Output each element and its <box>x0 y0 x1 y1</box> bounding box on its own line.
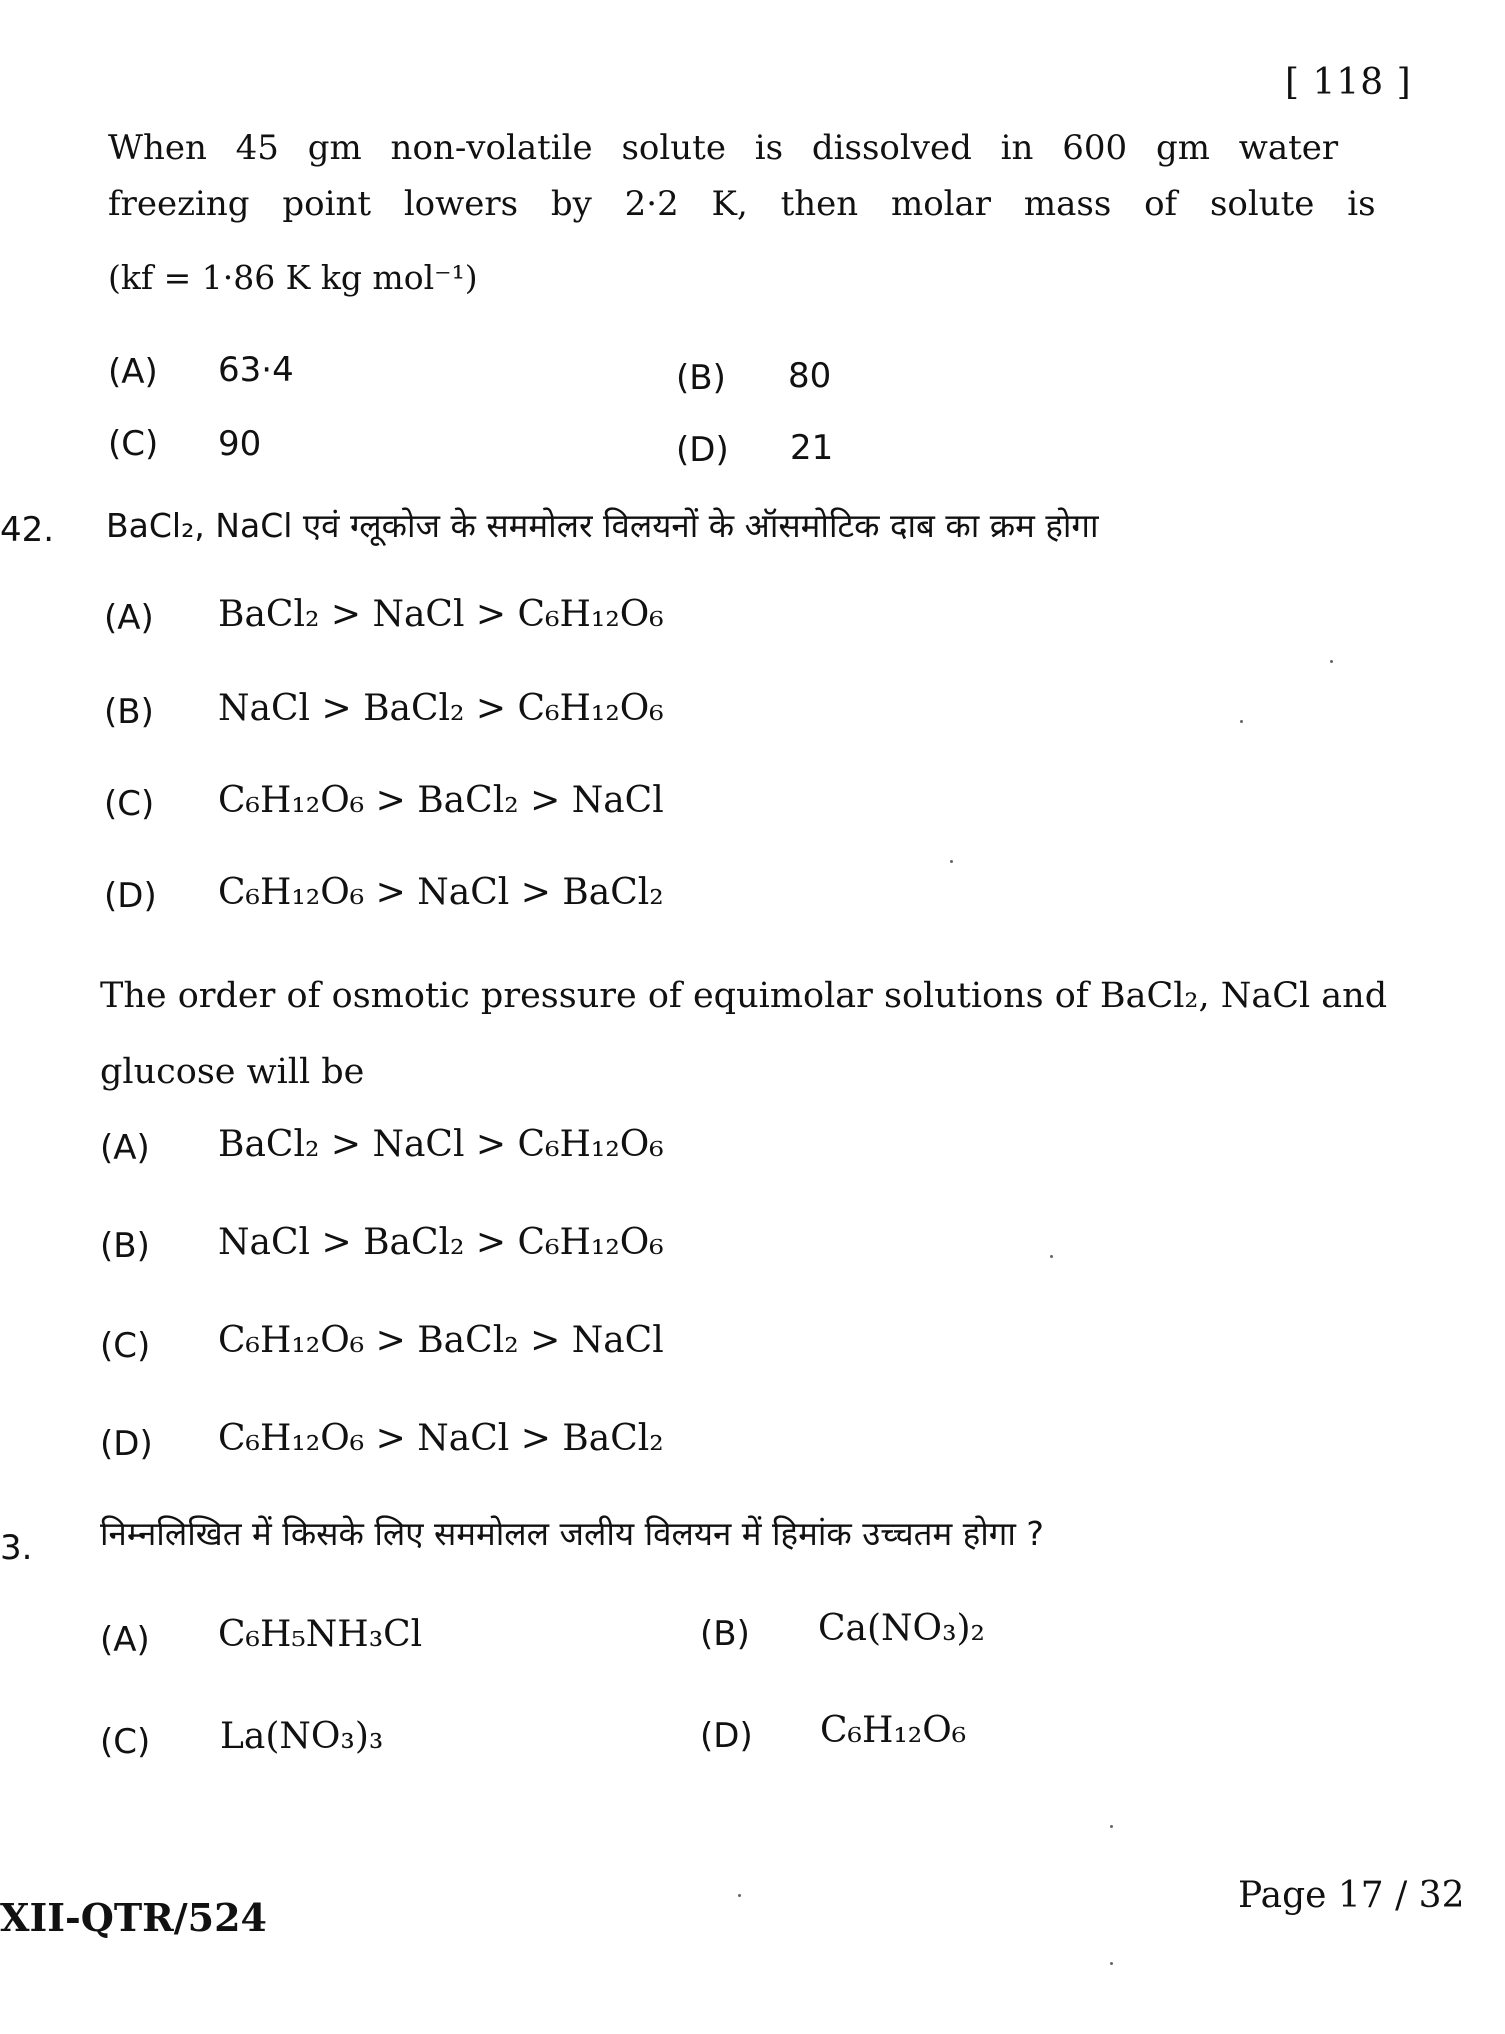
scan-speck <box>1110 1825 1113 1828</box>
q42-en-option-a-text[interactable]: BaCl₂ > NaCl > C₆H₁₂O₆ <box>218 1124 664 1165</box>
question-42-english: The order of osmotic pressure of equimolar solutions of BaCl₂, NaCl and glucose will be <box>100 976 1388 1092</box>
q43-option-b-text[interactable]: Ca(NO₃)₂ <box>818 1608 985 1649</box>
q41-option-d-letter[interactable]: (D) <box>676 430 729 470</box>
q42-hi-option-a-text[interactable]: BaCl₂ > NaCl > C₆H₁₂O₆ <box>218 594 664 635</box>
q42-en-option-a-letter[interactable]: (A) <box>100 1128 150 1168</box>
q41-option-b-letter[interactable]: (B) <box>676 358 726 398</box>
q43-option-a-text[interactable]: C₆H₅NH₃Cl <box>218 1614 423 1655</box>
footer-paper-code: XII-QTR/524 <box>0 1895 267 1940</box>
footer-page-indicator: Page 17 / 32 <box>1238 1875 1465 1916</box>
q43-option-d-letter[interactable]: (D) <box>700 1716 753 1756</box>
question-41-text: When 45 gm non-volatile solute is dissolved in 600 gm water <box>108 128 1339 168</box>
q42-en-option-d-letter[interactable]: (D) <box>100 1424 153 1464</box>
page-number: [ 118 ] <box>1285 62 1412 103</box>
q41-option-c-text[interactable]: 90 <box>218 424 262 464</box>
question-42-hindi: BaCl₂, NaCl एवं ग्लूकोज के सममोलर विलयनों के ऑसमोटिक दाब का क्रम होगा <box>106 506 1099 545</box>
q42-hi-option-a-letter[interactable]: (A) <box>104 598 154 638</box>
q43-option-d-text[interactable]: C₆H₁₂O₆ <box>820 1710 967 1751</box>
q41-option-a-letter[interactable]: (A) <box>108 352 158 392</box>
q43-option-c-text[interactable]: La(NO₃)₃ <box>220 1716 384 1757</box>
q42-en-option-d-text[interactable]: C₆H₁₂O₆ > NaCl > BaCl₂ <box>218 1418 664 1459</box>
question-41-kf: (kf = 1·86 K kg mol⁻¹) <box>108 258 478 297</box>
question-43-hindi: निम्नलिखित में किसके लिए सममोलल जलीय विलयन में हिमांक उच्चतम होगा ? <box>100 1514 1044 1553</box>
q42-en-option-c-text[interactable]: C₆H₁₂O₆ > BaCl₂ > NaCl <box>218 1320 664 1361</box>
q42-hi-option-b-letter[interactable]: (B) <box>104 692 154 732</box>
q41-option-c-letter[interactable]: (C) <box>108 424 159 464</box>
question-41-text-line2: freezing point lowers by 2·2 K, then molar mass of solute is <box>108 184 1376 224</box>
q42-hi-option-b-text[interactable]: NaCl > BaCl₂ > C₆H₁₂O₆ <box>218 688 664 729</box>
q42-en-option-b-text[interactable]: NaCl > BaCl₂ > C₆H₁₂O₆ <box>218 1222 664 1263</box>
q41-option-d-text[interactable]: 21 <box>790 428 834 468</box>
q43-option-c-letter[interactable]: (C) <box>100 1722 151 1762</box>
q42-hi-option-c-letter[interactable]: (C) <box>104 784 155 824</box>
scan-speck <box>1240 720 1243 723</box>
q42-hi-option-d-text[interactable]: C₆H₁₂O₆ > NaCl > BaCl₂ <box>218 872 664 913</box>
scan-speck <box>950 860 953 863</box>
scan-speck <box>738 1894 741 1897</box>
scan-speck <box>1330 660 1333 663</box>
question-42-number: 42. <box>0 510 55 550</box>
q42-hi-option-d-letter[interactable]: (D) <box>104 876 157 916</box>
question-43-number: 3. <box>0 1528 33 1568</box>
q42-hi-option-c-text[interactable]: C₆H₁₂O₆ > BaCl₂ > NaCl <box>218 780 664 821</box>
q41-option-b-text[interactable]: 80 <box>788 356 832 396</box>
scan-speck <box>1110 1962 1113 1965</box>
q43-option-b-letter[interactable]: (B) <box>700 1614 750 1654</box>
q41-option-a-text[interactable]: 63·4 <box>218 350 294 390</box>
scan-speck <box>1050 1255 1053 1258</box>
q43-option-a-letter[interactable]: (A) <box>100 1620 150 1660</box>
q42-en-option-b-letter[interactable]: (B) <box>100 1226 150 1266</box>
q42-en-option-c-letter[interactable]: (C) <box>100 1326 151 1366</box>
